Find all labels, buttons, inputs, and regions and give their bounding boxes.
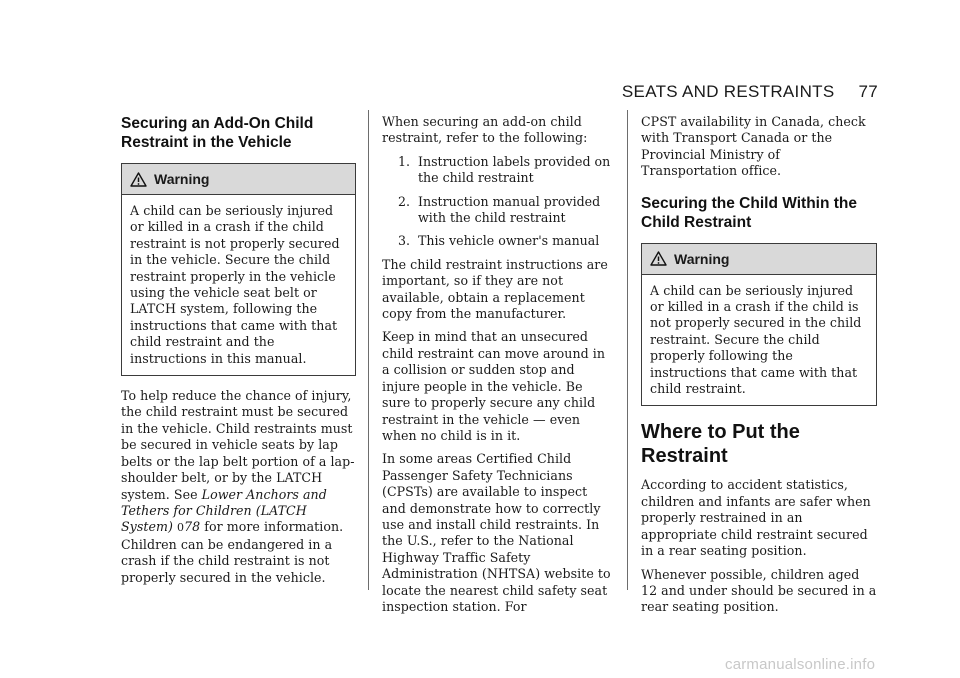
latch-cross-reference-link[interactable]: Lower Anchors and Tethers for Children (LATCH System) 078 (121, 486, 327, 535)
paragraph-securing (121, 388, 356, 586)
warning-box-2 (641, 243, 877, 407)
page-ref-number: 78 (184, 519, 201, 535)
list-item: 1. Instruction labels provided on the child restraint (397, 153, 611, 186)
warning-text: A child can be seriously injured or killed in a crash if the child is not properly secured in the child restraint. Secure the child properly following the instructions that came with that child restraint. (650, 282, 862, 397)
section-title: SEATS AND RESTRAINTS (621, 82, 835, 101)
section-heading-where-to-put: Where to Put the Restraint (641, 421, 800, 468)
reference-list (382, 154, 614, 250)
paragraph-instructions: The child restraint instructions are important, so if they are not available, obtain a replacement copy from the manufacturer. (382, 256, 608, 322)
section-heading-securing-child: Securing the Child Within the Child Restraint (641, 194, 857, 231)
page-number: 77 (858, 82, 878, 101)
watermark: carmanualsonline.info (725, 656, 876, 673)
warning-title: Warning (154, 171, 210, 187)
section-heading-add-on-restraint: Securing an Add-On Child Restraint in the Vehicle (121, 115, 314, 151)
paragraph-cpst-cont: CPST availability in Canada, check with Transport Canada or the Provincial Ministry of Transportation office. (641, 114, 866, 179)
column-divider-1 (368, 110, 369, 590)
warning-triangle-icon (650, 251, 667, 266)
warning-title: Warning (674, 250, 730, 267)
paragraph-age: Whenever possible, children aged 12 and under should be secured in a rear seating position. (641, 566, 877, 615)
warning-box-1 (121, 163, 356, 376)
warning-body (642, 275, 876, 406)
column-2 (382, 114, 614, 622)
column-1 (121, 114, 356, 593)
warning-header (642, 244, 876, 275)
column-divider-2 (627, 110, 628, 590)
warning-text: A child can be seriously injured or killed in a crash if the child restraint is not properly secured in the vehicle. Secure the child restraint properly in the vehicle using the vehicle seat belt or LATCH system, following the instructions that came with that child restraint and the instructions in this manual. (130, 203, 340, 366)
paragraph-unsecured: Keep in mind that an unsecured child restraint can move around in a collision or sudden stop and injure people in the vehicle. Be sure to properly secure any child restraint in the vehicle — even when no child is in it. (382, 329, 606, 443)
page-header (622, 82, 878, 102)
list-intro: When securing an add-on child restraint, refer to the following: (382, 114, 588, 146)
list-item: 3. This vehicle owner's manual (397, 233, 600, 249)
page-ref-arrow-icon: 0 (177, 521, 185, 535)
column-3 (641, 114, 877, 623)
paragraph-cpst: In some areas Certified Child Passenger Safety Technicians (CPSTs) are available to inspect and demonstrate how to correctly use and install child restraints. In the U.S., refer to the National Highway Traffic Safety Administration (NHTSA) website to locate the nearest child safety seat inspection station. For (382, 451, 611, 614)
warning-body (122, 195, 355, 375)
paragraph-text: To help reduce the chance of injury, the child restraint must be secured in the vehicle. Child restraints must be secured in vehicle seats by lap belts or the lap belt portion of a lap-shoulder belt, or by the LATCH system. See (121, 388, 355, 502)
warning-triangle-icon (130, 172, 147, 187)
paragraph-text-cont: for more information. Children can be endangered in a crash if the child restraint is not properly secured in the vehicle. (121, 519, 344, 585)
list-item: 2. Instruction manual provided with the child restraint (397, 193, 601, 226)
warning-header (122, 164, 355, 195)
paragraph-statistics: According to accident statistics, children and infants are safer when properly restrained in an appropriate child restraint secured in a rear seating position. (641, 477, 871, 559)
